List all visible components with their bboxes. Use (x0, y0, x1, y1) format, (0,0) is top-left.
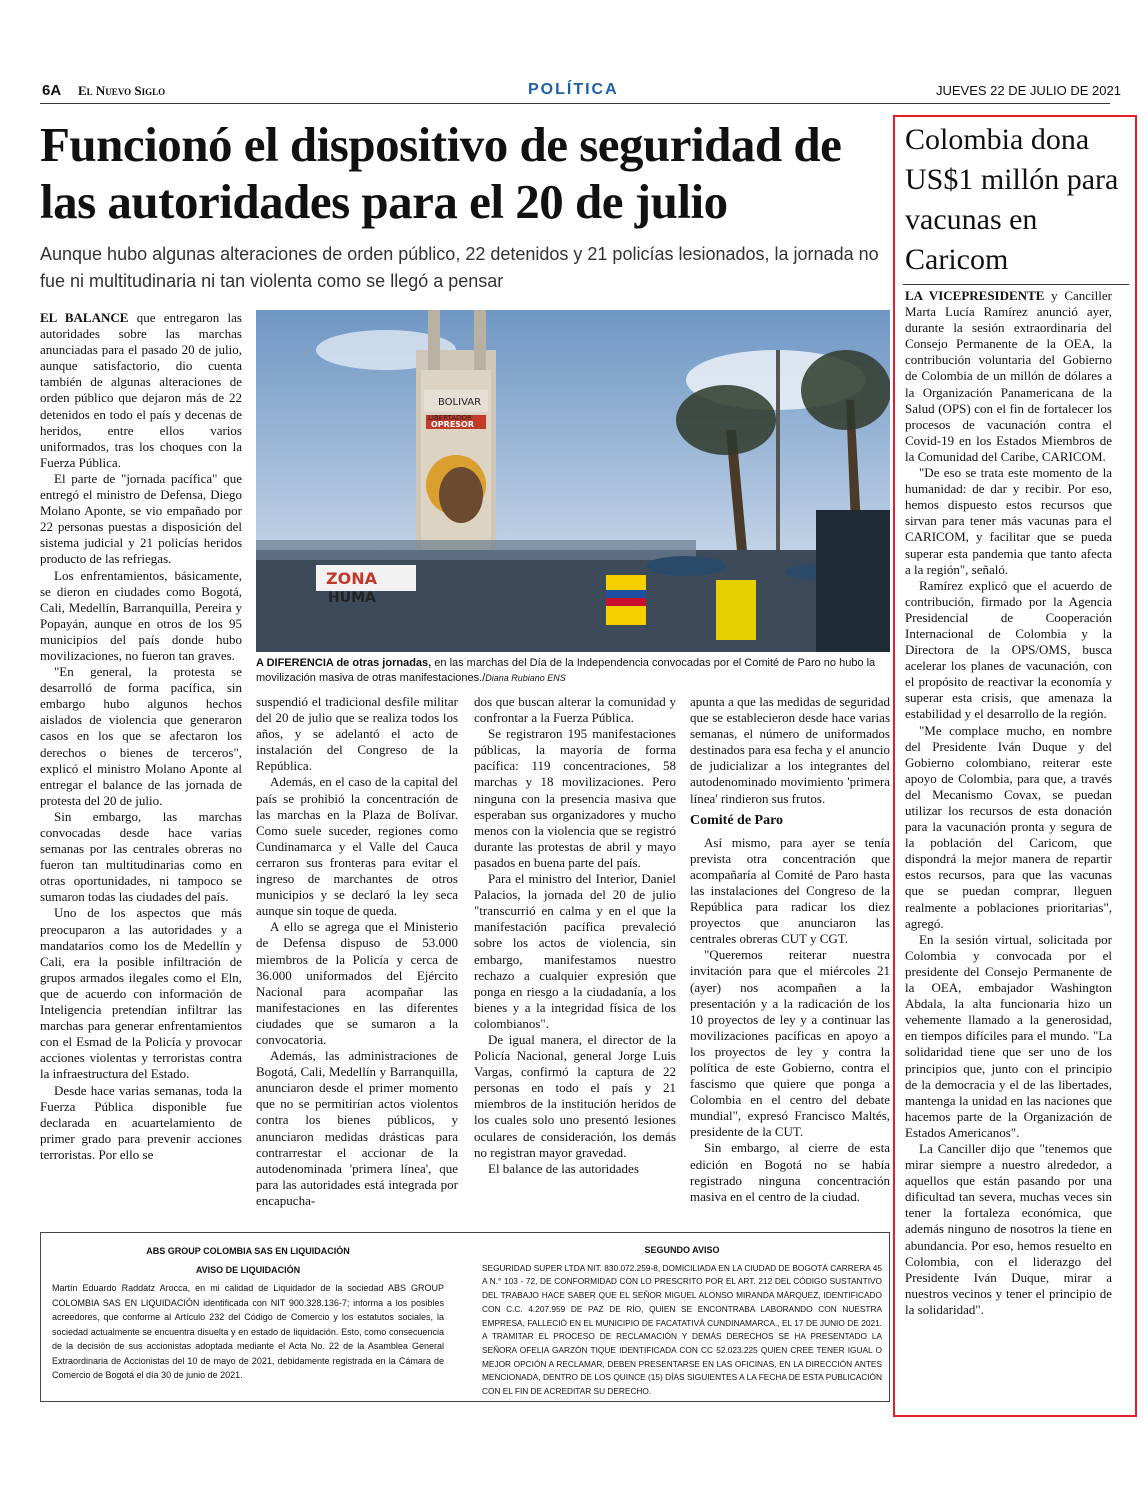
paragraph: suspendió el tradicional desfile militar del 20 de julio que se realiza todos los años, y se adelantó el acto de instalación del Congreso de la República. (256, 694, 458, 774)
sidebar-headline: Colombia dona US$1 millón para vacunas en Caricom (905, 123, 1119, 276)
photo-caption (256, 656, 890, 686)
paragraph: dos que buscan alterar la comunidad y confrontar a la Fuerza Pública. (474, 694, 676, 726)
paragraph: "De eso se trata este momento de la humanidad: de dar y recibir. Por eso, hemos dispuesto estos recursos que sirvan para tener más vacunas para el CARICOM, y facilitar que se pueda superar esta pandemia que tanto afecta a la región", señaló. (905, 465, 1112, 577)
article-column-4 (690, 694, 890, 1216)
paragraph: A ello se agrega que el Ministerio de Defensa dispuso de 53.000 miembros de la Policía y cerca de 36.000 uniformados del Ejército Nacional para acompañar las manifestaciones en las diferentes ciudades que se sumaron a la convocatoria. (256, 919, 458, 1047)
paragraph-text: que entregaron las autoridades sobre las marchas anunciadas para el pasado 20 de julio, aunque satisfactorio, dio cuenta también de algunas alteraciones de orden público que dejaron más de 22 detenidos en todo el país y decenas de heridos, entre ellos varios uniformados, tras los choques con la Fuerza Pública. (40, 310, 242, 470)
paragraph: "Queremos reiterar nuestra invitación para que el miércoles 21 (ayer) nos acompañen a la presentación y a la radicación de los 10 proyectos de ley y a continuar las movilizaciones pacíficas en apoyo a los proyectos de ley y contra la política de este Gobierno, contra el fascismo que quiere que ponga a Colombia en el centro del debate mundial", expresó Francisco Maltés, presidente de la CUT. (690, 947, 890, 1140)
article-subhead: Aunque hubo algunas alteraciones de orden público, 22 detenidos y 21 policías lesionados, la jornada no fue ni multitudinaria ni tan violenta como se llegó a pensar (40, 244, 879, 291)
protest-photo (256, 310, 890, 652)
photo-text: ZONA (326, 569, 377, 588)
photo-text: LIBERTADOR (428, 414, 472, 422)
photo-credit: Diana Rubiano ENS (485, 673, 566, 683)
paragraph: Uno de los aspectos que más preocuparon a las autoridades y a mandatarios como los de Medellín y Cali, era la posible infiltración de grupos armados ilegales como el Eln, que de acuerdo con información de Inteligencia pretendían infiltrar las marchas para generar enfrentamientos con el Esmad de la Policía y provocar acciones violentas y terroristas contra la infraestructura del Estado. (40, 905, 242, 1082)
issue-date: JUEVES 22 DE JULIO DE 2021 (936, 83, 1121, 98)
legal-notice-second (482, 1244, 882, 1399)
legal-notice-body: Martín Eduardo Raddatz Arocca, en mi calidad de Liquidador de la sociedad ABS GROUP COLOMBIA SAS EN LIQUIDACIÓN identificada con NIT 900.328.136-7; informa a los posibles acreedores, que conforme al Artículo 232 del Código de Comercio y los estatutos sociales, la sociedad actualmente se encuentra disuelta y en estado de liquidación. Esto, como consecuencia de la decisión de sus accionistas adoptada mediante el Acta No. 22 de la Asamblea General Extraordinaria de Accionistas del 10 de mayo de 2021, debidamente registrada en la Cámara de Comercio de Bogotá el día 30 de junio de 2021. (52, 1283, 444, 1380)
protest-photo-illustration (256, 310, 890, 652)
paragraph: Los enfrentamientos, básicamente, se dieron en ciudades como Bogotá, Cali, Medellín, Barranquilla, Pereira y Popayán, aunque en otros de los 95 municipios del país donde hubo movilizaciones, no fueron tan graves. (40, 567, 242, 663)
sidebar-rule (903, 284, 1129, 285)
legal-notice-body: SEGURIDAD SUPER LTDA NIT. 830.072.259-8, DOMICILIADA EN LA CIUDAD DE BOGOTÁ CARRERA 45 A N.° 103 - 72, DE CONFORMIDAD CON LO PRESCRITO POR EL ART. 212 DEL CÓDIGO SUSTANTIVO DEL TRABAJO HACE SABER QUE EL SEÑOR MIGUEL ALONSO MIRANDA MÁRQUEZ, IDENTIFICADO CON C.C. 4.207.959 DE PAZ DE RÍO, QUIEN SE ENCONTRABA LABORANDO CON NUESTRA EMPRESA, FALLECIÓ EN EL MUNICIPIO DE FACATATIVÁ CUNDINAMARCA., EL 17 DE JUNIO DE 2021. A TRAMITAR EL PROCESO DE RECLAMACIÓN Y DEMÁS DERECHOS SE HA PRESENTADO LA SEÑORA OFELIA GARZÓN TIQUE IDENTIFICADA CON CC 52.023.225 QUIEN CREE TENER IGUAL O MEJOR OPCIÓN A RECLAMAR, DEBEN PRESENTARSE EN LAS OFICINAS, EN LA DIRECCIÓN ANTES MENCIONADA, DENTRO DE LOS QUINCE (15) DÍAS SIGUIENTES A LA FECHA DE ESTA PUBLICACIÓN CON EL FIN DE ACREDITAR SU DERECHO. (482, 1262, 882, 1397)
photo-text: OPRESOR (431, 420, 475, 429)
paragraph: Ramírez explicó que el acuerdo de contribución, firmado por la Agencia Presidencial de Cooperación Internacional de Colombia y la Directora de la OPS/OMS, busca acelerar los planes de vacunación, con el propósito de reactivar la economía y superar esta crisis, que amenaza la estabilidad y el desarrollo de la región. (905, 577, 1112, 722)
paragraph: La Canciller dijo que "tenemos que mirar siempre a nuestro alrededor, a aquellos que están pasando por una dificultad tan severa, muchas veces sin tener la fortaleza económica, que además ninguno de nosotros la tiene en abundancia. Por eso, hemos resuelto en Colombia, con el liderazgo del Presidente Iván Duque, mirar a nuestros vecinos y tener el principio de la solidaridad". (905, 1140, 1112, 1317)
sidebar-column (905, 288, 1112, 1408)
paragraph: Se registraron 195 manifestaciones públicas, la mayoría de forma pacífica: 119 concentraciones, 58 marchas y 18 movilizaciones. Pero ninguna con la presencia masiva que esperaban sus organizadores y mucho menos con la violencia que se registró durante las protestas de abril y mayo pasados en buena parte del país. (474, 726, 676, 870)
article-column-1 (40, 310, 242, 1216)
paragraph: De igual manera, el director de la Policía Nacional, general Jorge Luis Vargas, confirmó la captura de 22 personas en todo el país y 21 miembros de la institución heridos de los cuales solo uno presentó lesiones oculares de consideración, los demás no registran mayor gravedad. (474, 1031, 676, 1160)
paragraph: Desde hace varias semanas, toda la Fuerza Pública disponible fue declarada en acuartelamiento de primer grado para prevenir acciones terroristas. Por ello se (40, 1082, 242, 1162)
paragraph: El balance de las autoridades (488, 1160, 639, 1176)
article-headline: Funcionó el dispositivo de seguridad de las autoridades para el 20 de julio (40, 117, 842, 229)
paragraph: Además, las administraciones de Bogotá, Cali, Medellín y Barranquilla, anunciaron desde el primer momento que no se permitirían actos violentos contra los bienes públicos, y anunciaron medidas drásticas para contrarrestar el accionar de la autodenominada 'primera línea', que para las autoridades está integrada por encapucha- (256, 1048, 458, 1208)
lead-in: EL BALANCE (40, 310, 129, 325)
legal-notice-subtitle: AVISO DE LIQUIDACIÓN (195, 1264, 301, 1275)
photo-text: BOLIVAR (438, 397, 482, 408)
legal-notice-title: SEGUNDO AVISO (644, 1245, 720, 1255)
paragraph: Sin embargo, las marchas convocadas desde hace varias semanas por las centrales obreras no fueron tan multitudinarias como en otras oportunidades, ni tampoco se sumaron todas las ciudades del país. (40, 808, 242, 905)
legal-notice-liquidation (52, 1244, 444, 1383)
page-number: 6A (42, 82, 62, 99)
paragraph (905, 288, 1112, 465)
paragraph (40, 310, 242, 471)
paragraph: apunta a que las medidas de seguridad que se establecieron desde hace varias semanas, el número de uniformados destinados para esa fecha y el anuncio de judicializar a los integrantes del autodenominado movimiento 'primera línea' rindieron sus frutos. (690, 694, 890, 806)
newspaper-name: El Nuevo Siglo (78, 83, 166, 98)
paragraph: Así mismo, para ayer se tenía prevista otra concentración que acompañaría al Comité de Paro hasta las instalaciones del Congreso de la República para radicar los diez proyectos que anunciaron las centrales obreras CUT y CGT. (690, 834, 890, 947)
paragraph: Para el ministro del Interior, Daniel Palacios, la jornada del 20 de julio "transcurrió en calma y en el que la manifestación pacífica prevaleció sobre los actos de violencia, sin embargo, manifestamos nuestro rechazo a cualquier expresión que ponga en riesgo a la ciudadanía, a los bienes y a la integridad física de los colombianos". (474, 871, 676, 1031)
legal-notice-title: ABS GROUP COLOMBIA SAS EN LIQUIDACIÓN (146, 1246, 350, 1256)
paragraph: En la sesión virtual, solicitada por Colombia y convocada por el presidente del Consejo Permanente de la OEA, embajador Washington Abdala, la alta funcionaria hizo un vehemente llamado a la generosidad, en tiempos difíciles para el mundo. "La solidaridad tiene que ser uno de los principios que, junto con el principio de la democracia y el de las libertades, mantenga la unidad en las naciones que hacemos parte de la Organización de Estados Americanos". (905, 931, 1112, 1140)
lead-in: LA VICEPRESIDENTE (905, 288, 1045, 303)
paragraph: Además, en el caso de la capital del país se prohibió la concentración de las marchas en la Plaza de Bolívar. Como suele suceder, regiones como Cundinamarca y el Valle del Cauca cerraron sus fronteras para evitar el ingreso de marchantes de otros municipios y se declaró la ley seca aunque sin toque de queda. (256, 774, 458, 919)
paragraph: El parte de "jornada pacífica" que entregó el ministro de Defensa, Diego Molano Aponte, se vio empañado por 22 personas puestas a disposición del sistema judicial y 21 policías heridos producto de las refriegas. (40, 470, 242, 567)
section-label: POLÍTICA (528, 81, 619, 98)
paragraph: "En general, la protesta se desarrolló de forma pacífica, sin embargo hubo algunos hechos aislados de violencia que generaron casos en los que se afectaron los derechos o bienes de terceros", explicó el ministro Molano Aponte al entregar el balance de las jornada de protesta del 20 de julio. (40, 664, 242, 808)
column-subheading: Comité de Paro (690, 812, 784, 828)
caption-lead: A DIFERENCIA de otras jornadas, (256, 657, 432, 669)
paragraph: Sin embargo, al cierre de esta edición en Bogotá no se había registrado ninguna concentración masiva en el centro de la ciudad. (690, 1140, 890, 1204)
article-column-3 (474, 694, 676, 1216)
paragraph-text: y Canciller Marta Lucía Ramírez anunció ayer, durante la sesión extraordinaria del Consejo Permanente de la OEA, la contribución voluntaria del Gobierno de Colombia de un millón de dólares a la Organización Panamericana de la Salud (OPS) con el fin de fortalecer los procesos de vacunación contra el Covid-19 en los Estados Miembros de la Comunidad del Caribe, CARICOM. (905, 288, 1112, 464)
header-rule (40, 103, 1110, 104)
article-column-2 (256, 694, 458, 1216)
caption-text: en las marchas del Día de la Independencia convocadas por el Comité de Paro no hubo la movilización masiva de otras manifestaciones./ (256, 657, 876, 684)
photo-text: HUMA (328, 590, 376, 606)
paragraph: "Me complace mucho, en nombre del Presidente Iván Duque y del Gobierno colombiano, reiterar este apoyo de Colombia, para que, a través del Mecanismo Covax, se puedan utilizar los recursos de esta donación para la vacunación pronta y segura de la población del Caricom, que dispondrá la mejor manera de repartir estos recursos, para que las vacunas que se puedan comprar, lleguen realmente a poblaciones prioritarias", agregó. (905, 722, 1112, 931)
